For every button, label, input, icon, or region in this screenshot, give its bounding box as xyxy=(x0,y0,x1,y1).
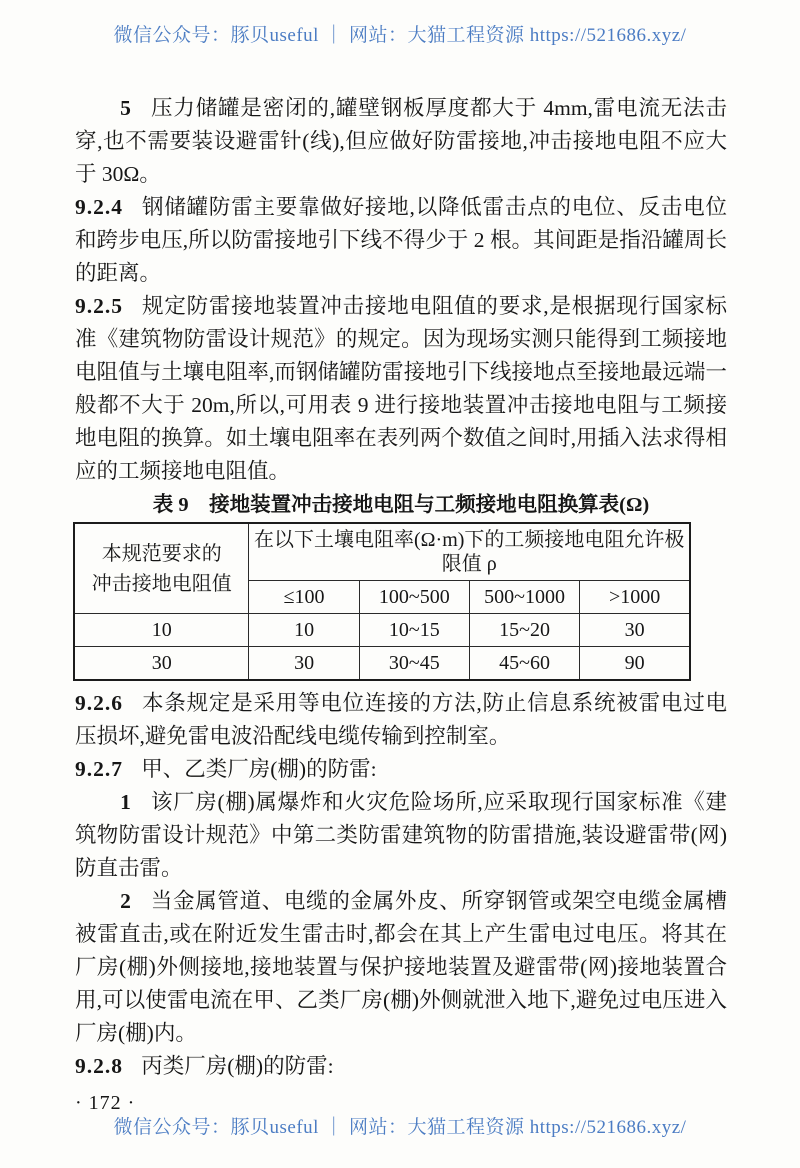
section-number: 9.2.7 xyxy=(75,757,123,781)
header-watermark: 微信公众号：豚贝useful ｜ 网站：大猫工程资源 https://521686.xyz/ xyxy=(113,25,687,46)
table-cell: 10~15 xyxy=(359,614,469,647)
paragraph-text: 丙类厂房(棚)的防雷: xyxy=(141,1054,334,1078)
paragraph-9-2-7 xyxy=(75,753,727,786)
table-cell: 15~20 xyxy=(469,614,579,647)
paragraph-text: 本条规定是采用等电位连接的方法,防止信息系统被雷电过电压损坏,避免雷电波沿配线电缆传输到控制室。 xyxy=(75,691,727,748)
header-line-1: 本规范要求的 xyxy=(101,542,222,565)
footer-watermark: 微信公众号：豚贝useful ｜ 网站：大猫工程资源 https://521686.xyz/ xyxy=(113,1117,687,1138)
table-caption: 表 9 接地装置冲击接地电阻与工频接地电阻换算表(Ω) xyxy=(152,494,650,516)
subheader-cell: >1000 xyxy=(580,581,690,614)
item-number: 1 xyxy=(120,790,132,814)
paragraph-text: 该厂房(棚)属爆炸和火灾危险场所,应采取现行国家标准《建筑物防雷设计规范》中第二类防雷建筑物的防雷措施,装设避雷带(网)防直击雷。 xyxy=(75,790,727,880)
table-header-row xyxy=(74,523,690,581)
paragraph-9-2-8 xyxy=(75,1050,727,1083)
header-line-2: 冲击接地电阻值 xyxy=(91,572,232,595)
paragraph-text: 甲、乙类厂房(棚)的防雷: xyxy=(141,757,377,781)
table-header-soil-resistivity-span: 在以下土壤电阻率(Ω·m)下的工频接地电阻允许极限值 ρ xyxy=(249,523,690,581)
table-cell: 30 xyxy=(74,647,249,681)
table-9-impulse-resistance-conversion xyxy=(73,522,691,681)
section-number: 9.2.6 xyxy=(75,691,123,715)
page-content xyxy=(75,92,727,1120)
paragraph-item-5 xyxy=(75,92,727,191)
item-number: 5 xyxy=(120,96,132,120)
paragraph-text: 压力储罐是密闭的,罐壁钢板厚度都大于 4mm,雷电流无法击穿,也不需要装设避雷针(线),但应做好防雷接地,冲击接地电阻不应大于 30Ω。 xyxy=(75,96,727,186)
table-cell: 30 xyxy=(580,614,690,647)
paragraph-text: 当金属管道、电缆的金属外皮、所穿钢管或架空电缆金属槽被雷直击,或在附近发生雷击时,都会在其上产生雷电过电压。将其在厂房(棚)外侧接地,接地装置与保护接地装置及避雷带(网)接地装置合用,可以使雷电流在甲、乙类厂房(棚)外侧就泄入地下,避免过电压进入厂房(棚)内。 xyxy=(75,889,727,1045)
table-row xyxy=(74,647,690,681)
table-cell: 10 xyxy=(249,614,359,647)
table-header-impulse-resistance xyxy=(74,523,249,614)
section-number: 9.2.8 xyxy=(75,1054,123,1078)
section-number: 9.2.5 xyxy=(75,294,123,318)
paragraph-text: 钢储罐防雷主要靠做好接地,以降低雷击点的电位、反击电位和跨步电压,所以防雷接地引下线不得少于 2 根。其间距是指沿罐周长的距离。 xyxy=(75,195,727,285)
paragraph-9-2-4 xyxy=(75,191,727,290)
item-number: 2 xyxy=(120,889,132,913)
table-cell: 10 xyxy=(74,614,249,647)
paragraph-item-2 xyxy=(75,885,727,1050)
table-cell: 90 xyxy=(580,647,690,681)
subheader-cell: ≤100 xyxy=(249,581,359,614)
subheader-cell: 500~1000 xyxy=(469,581,579,614)
table-row xyxy=(74,614,690,647)
section-number: 9.2.4 xyxy=(75,195,123,219)
table-cell: 45~60 xyxy=(469,647,579,681)
paragraph-9-2-5 xyxy=(75,290,727,488)
subheader-cell: 100~500 xyxy=(359,581,469,614)
paragraph-9-2-6 xyxy=(75,687,727,753)
table-cell: 30 xyxy=(249,647,359,681)
paragraph-item-1 xyxy=(75,786,727,885)
paragraph-text: 规定防雷接地装置冲击接地电阻值的要求,是根据现行国家标准《建筑物防雷设计规范》的规定。因为现场实测只能得到工频接地电阻值与土壤电阻率,而钢储罐防雷接地引下线接地点至接地最远端一般都不大于 20m,所以,可用表 9 进行接地装置冲击接地电阻与工频接地电阻的换算。如土壤电阻率在表列两个数值之间时,用插入法求得相应的工频接地电阻值。 xyxy=(75,294,727,483)
page-number: · 172 · xyxy=(75,1092,136,1114)
table-cell: 30~45 xyxy=(359,647,469,681)
